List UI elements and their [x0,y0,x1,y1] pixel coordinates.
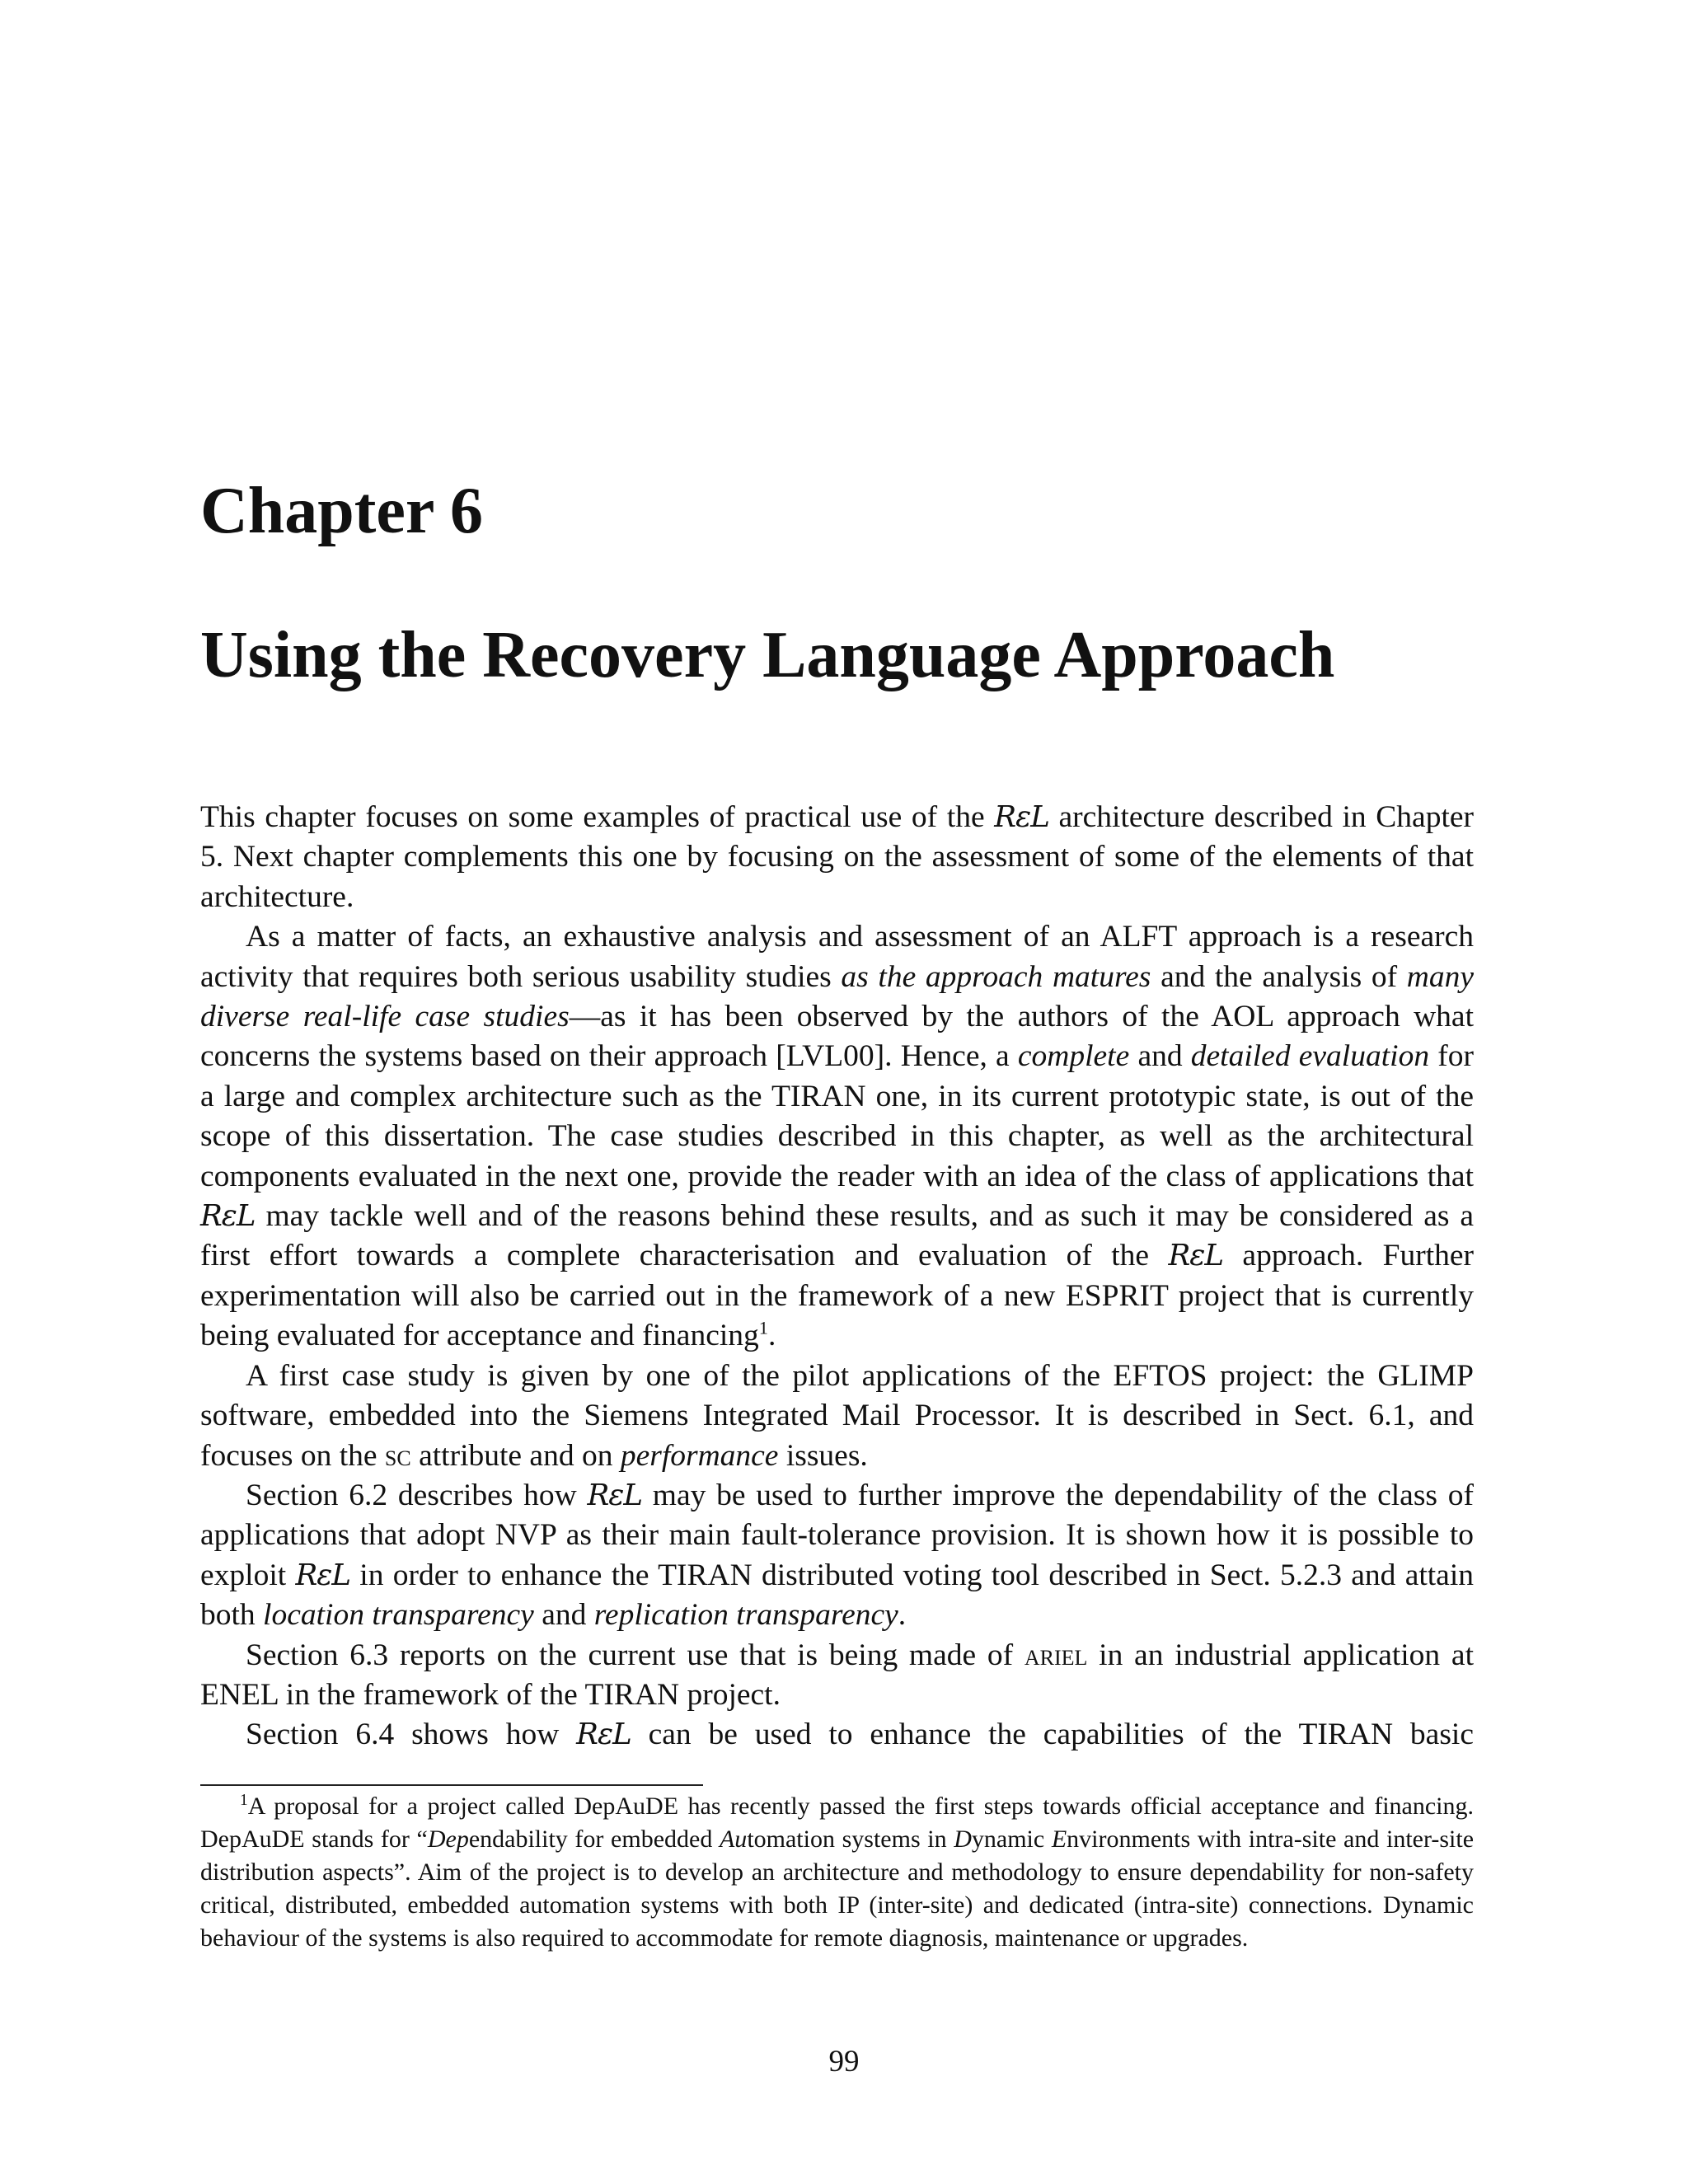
text-run: attribute and on [410,1438,621,1473]
text-run: Section 6.3 reports on the current use that is being made of [246,1638,1025,1672]
emphasis: location transparency [263,1598,534,1633]
text-run: . [898,1598,907,1633]
text-run: nvironments with intra-site and inter-site distribution aspects”. Aim of the project is to develop an architecture and methodology to ensure dependability for non-safety critical, distributed, embedded automation systems with both IP (inter-site) and dedicated (intra-site) connections. Dynamic behaviour of the systems is also required to accommodate for remote diagnosis, maintenance or upgrades. [200,1825,1475,1952]
text-run: may tackle well and of the reasons behind these results, and as such it may be considered as a first effort towards a complete characterisation and evaluation of the [200,1199,1474,1273]
text-run: Section 6.2 describes how [246,1478,588,1512]
emphasis: many diverse real-life case studies [200,959,1474,1034]
emphasis: as the approach matures [841,959,1151,994]
footnote-number: 1 [240,1792,248,1809]
text-run: can be used to enhance the capabilities of the TIRAN basic [631,1718,1474,1752]
text-run: A proposal for a project called DepAuDE has recently passed the first steps towards official acceptance and financing. DepAuDE stands for “ [200,1793,1474,1853]
body-text [200,798,1474,1755]
paragraph-section-6-2 [200,1476,1474,1636]
text-run: endability for embedded [468,1825,720,1853]
paragraph-intro [200,798,1474,917]
text-run: for a large and complex architecture such as the TIRAN one, in its current prototypic state, is out of the scope of this dissertation. The case studies described in this chapter, as well as the architectural components evaluated in the next one, provide the reader with an idea of the class of applications that [200,1039,1474,1193]
text-run: This chapter focuses on some examples of practical use of the [200,800,995,834]
rel-symbol: RεL [587,1478,643,1512]
chapter-label: Chapter 6 [200,475,483,547]
emphasis: E [1051,1825,1067,1853]
rel-symbol: RεL [1168,1239,1224,1273]
emphasis: performance [620,1438,779,1473]
emphasis: complete [1017,1039,1130,1074]
footnote [200,1790,1474,1955]
text-run: A first case study is given by one of the pilot applications of the EFTOS project: the GLIMP software, embedded into the Siemens Integrated Mail Processor. It is described in Sect. 6.1, and focuses on the [200,1358,1474,1473]
text-run: approach. Further experimentation will also be carried out in the framework of a new ESPRIT project that is currently being evaluated for acceptance and financing [200,1239,1474,1353]
page-number: 99 [828,2045,860,2079]
chapter-title: Using the Recovery Language Approach [200,619,1335,691]
text-run: Section 6.4 shows how [246,1718,577,1752]
text-run: and [1129,1039,1191,1074]
text-run: . [768,1319,776,1353]
text-run: issues. [778,1438,868,1473]
rel-symbol: RεL [576,1718,631,1752]
small-caps-term: sc [384,1438,411,1473]
emphasis: detailed evaluation [1190,1039,1430,1074]
rel-symbol: RεL [994,800,1049,834]
text-run: and the analysis of [1151,959,1407,994]
text-run: in order to enhance the TIRAN distributed voting tool described in Sect. 5.2.3 and attain both [200,1558,1474,1633]
small-caps-term: ariel [1024,1638,1088,1672]
emphasis: Dep [427,1825,469,1853]
rel-symbol: RεL [295,1558,351,1592]
text-run: tomation systems in [747,1825,954,1853]
text-run: —as it has been observed by the authors of the AOL approach what concerns the systems based on their approach [LVL00]. Hence, a [200,1000,1474,1074]
paragraph-section-6-3 [200,1636,1474,1716]
text-run: may be used to further improve the dependability of the class of applications that adopt NVP as their main fault-tolerance provision. It is shown how it is possible to exploit [200,1478,1474,1592]
text-run: in an industrial application at ENEL in the framework of the TIRAN project. [200,1638,1474,1712]
emphasis: replication transparency [593,1598,898,1633]
footnote-rule [200,1784,703,1786]
emphasis: Au [719,1825,748,1853]
rel-symbol: RεL [200,1199,256,1234]
text-run: As a matter of facts, an exhaustive analysis and assessment of an ALFT approach is a research activity that requires both serious usability studies [200,920,1474,994]
emphasis: D [954,1825,972,1853]
text-run: and [533,1598,594,1633]
paragraph-alft [200,917,1474,1356]
footnote-marker[interactable]: 1 [758,1317,769,1338]
text-run: architecture described in Chapter 5. Next chapter complements this one by focusing on the assessment of some of the elements of that architecture. [200,800,1475,914]
paragraph-glimp [200,1357,1474,1476]
paragraph-section-6-4 [200,1715,1474,1755]
text-run: ynamic [971,1825,1052,1853]
